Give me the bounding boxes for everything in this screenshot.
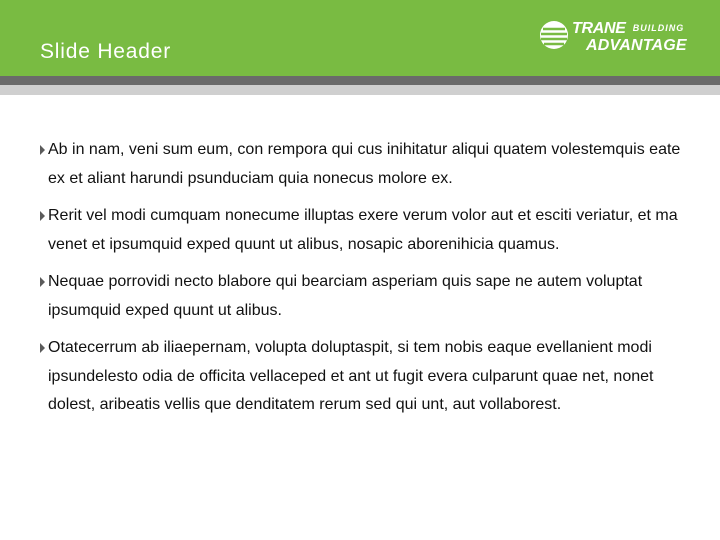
triangle-bullet-icon (40, 211, 45, 221)
header-divider-light (0, 85, 720, 95)
slide-header-bar (0, 0, 720, 76)
bullet-list (40, 136, 690, 429)
bullet-item (40, 268, 690, 325)
bullet-item (40, 136, 690, 193)
triangle-bullet-icon (40, 343, 45, 353)
bullet-text: Rerit vel modi cumquam nonecume illuptas exere verum volor aut et esciti veriatur, et ma venet et ipsumquid exped quunt ut alibus, nosapic aborenihicia quamus. (48, 207, 678, 253)
logo-brand: TRANE BUILDING (572, 20, 685, 37)
globe-icon (538, 19, 570, 51)
bullet-text: Otatecerrum ab iliaepernam, volupta doluptaspit, si tem nobis eaque evellanient modi ipsundelesto odia de officita vellaceped et ant ut fugit evera culparunt quae net, nonet dolest, aribeatis vellis que denditatem rerum sed qui unt, aut vollaborest. (48, 339, 654, 413)
logo-tagline: ADVANTAGE (586, 37, 687, 54)
header-divider-dark (0, 76, 720, 85)
slide-title: Slide Header (40, 40, 172, 63)
bullet-item (40, 202, 690, 259)
trane-building-advantage-logo (536, 16, 704, 60)
triangle-bullet-icon (40, 277, 45, 287)
triangle-bullet-icon (40, 145, 45, 155)
bullet-text: Nequae porrovidi necto blabore qui bearciam asperiam quis sape ne autem voluptat ipsumquid exped quunt ut alibus. (48, 273, 643, 319)
bullet-text: Ab in nam, veni sum eum, con rempora qui cus inihitatur aliqui quatem volestemquis eate ex et aliant harundi psunduciam quia nonecus molore ex. (48, 141, 681, 187)
bullet-item (40, 334, 690, 420)
